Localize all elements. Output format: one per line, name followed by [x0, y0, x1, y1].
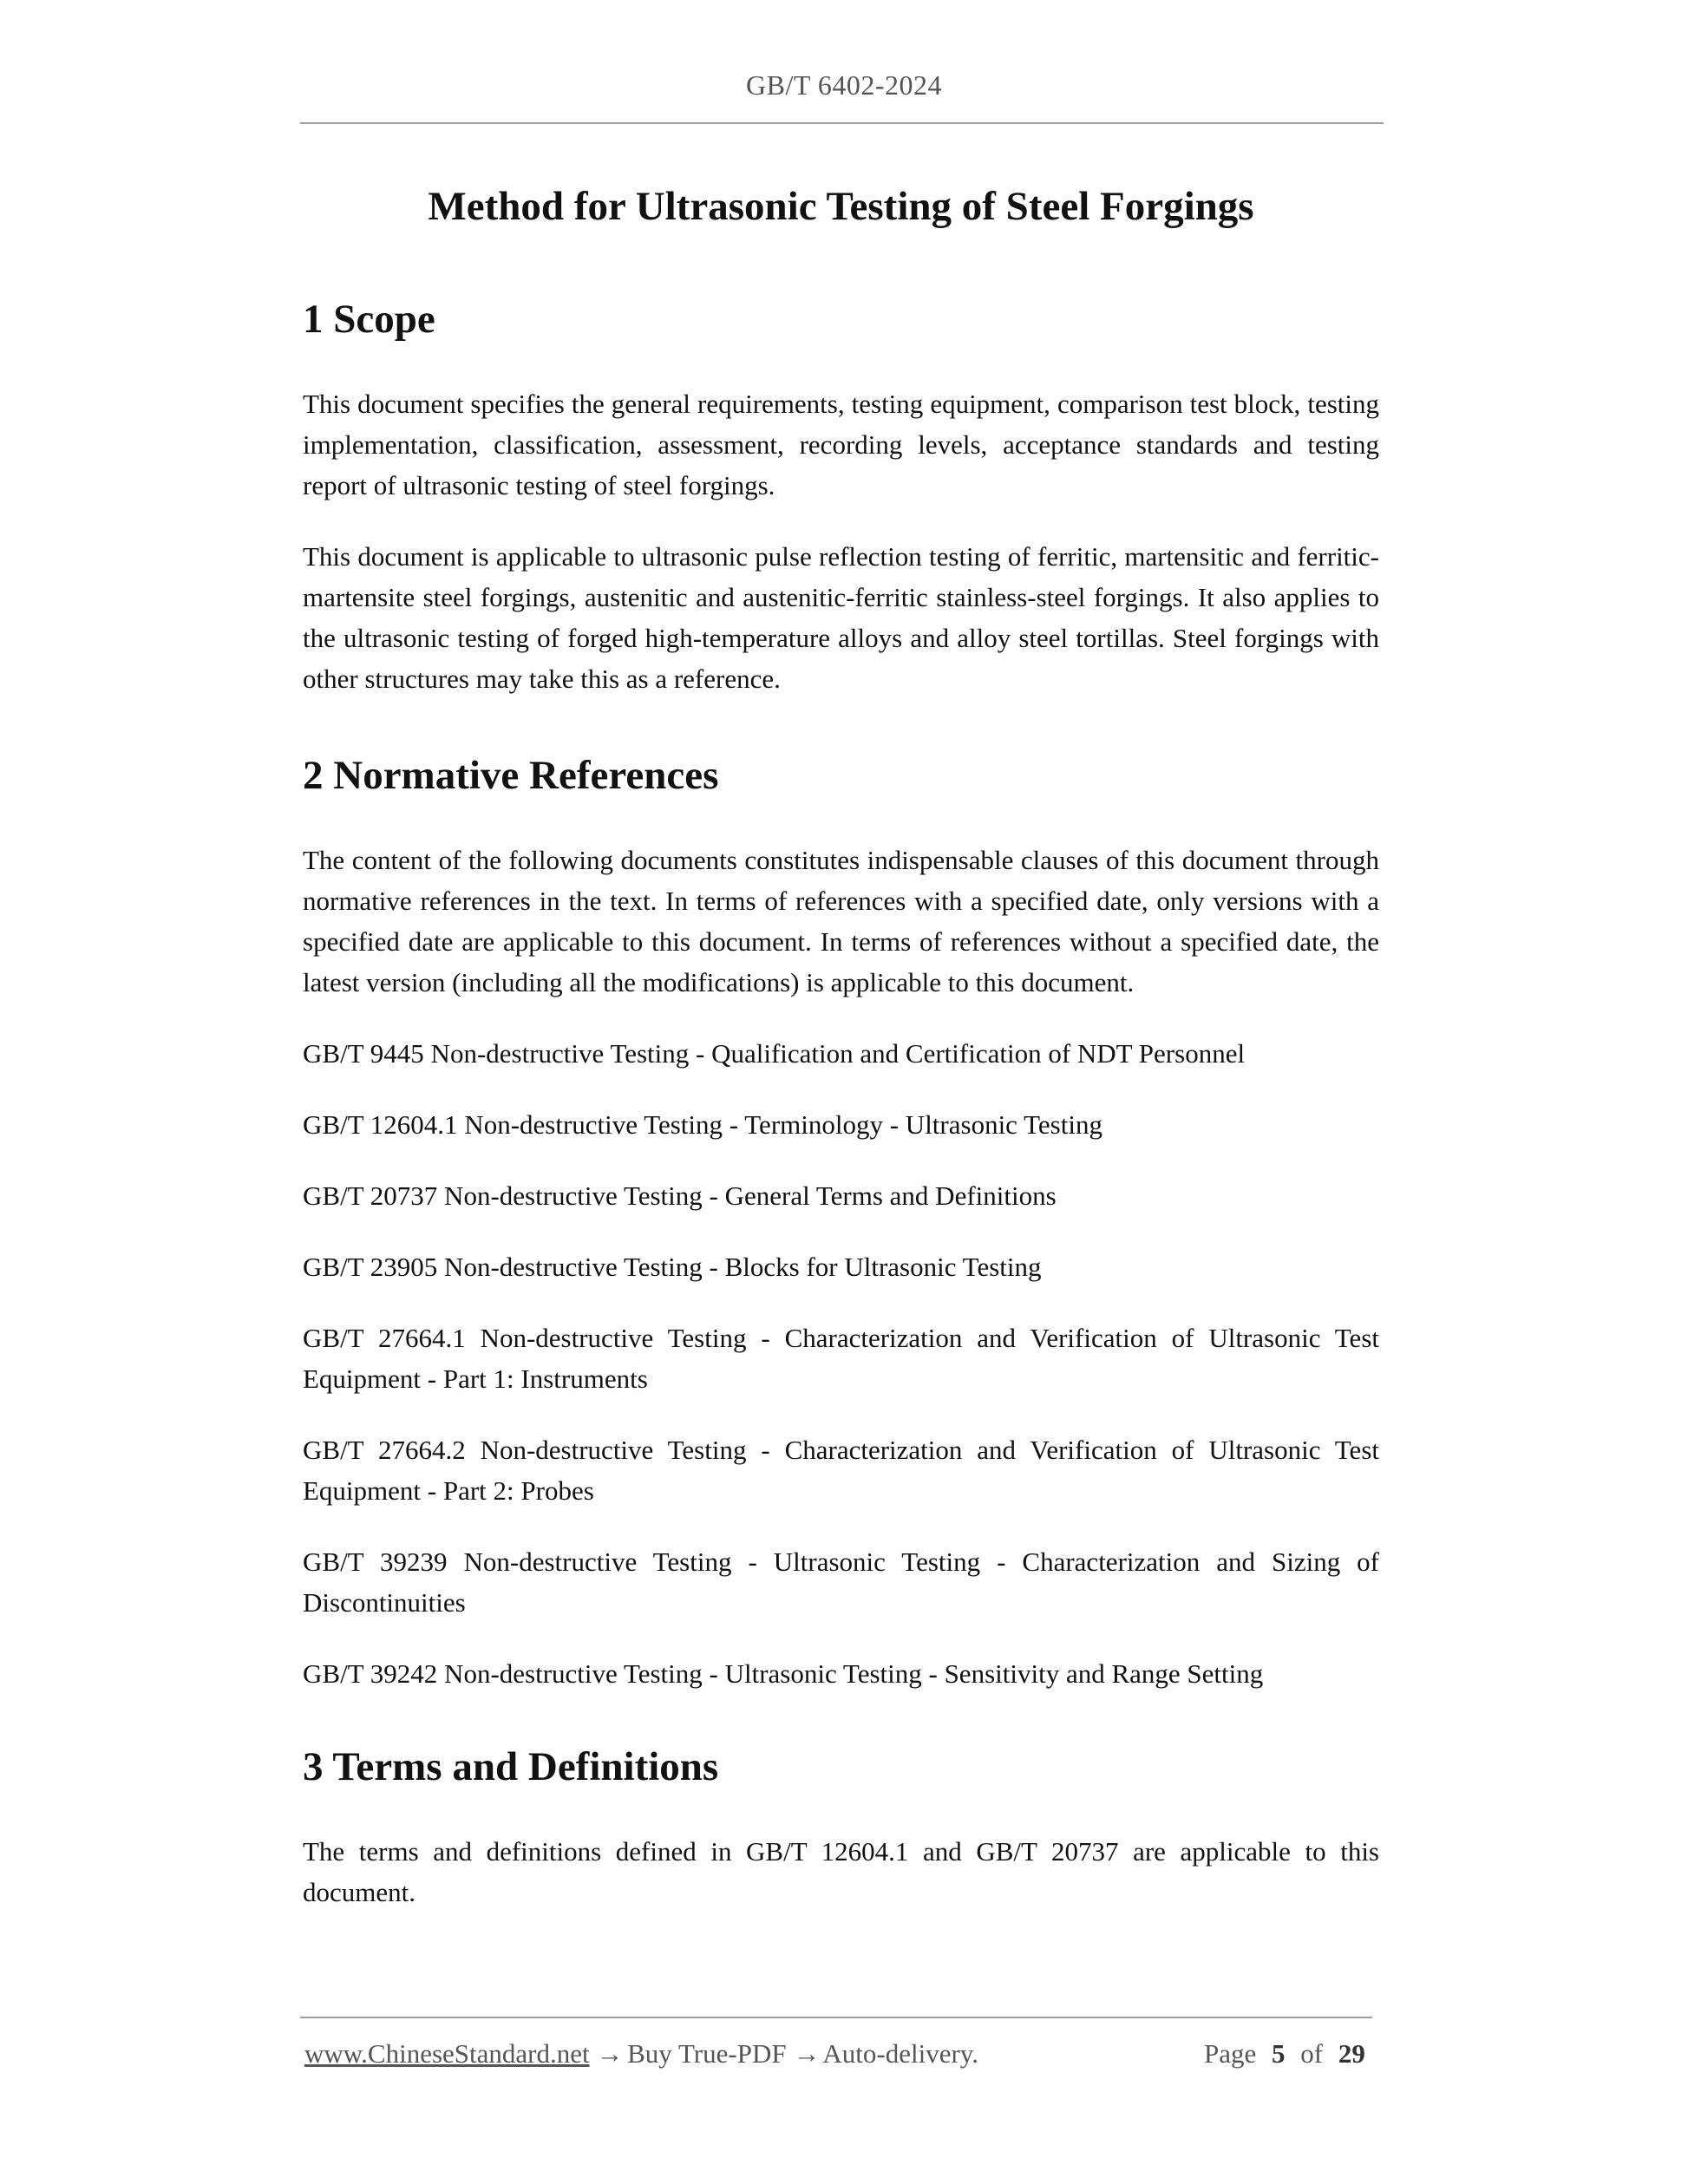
scope-paragraph: This document specifies the general requirements, testing equipment, comparison test block, testing implementation, classification, assessment, recording levels, acceptance standards and testing report of ultrasonic testing of steel forgings.	[303, 389, 1379, 500]
section-body-terms-definitions	[303, 1831, 1379, 1913]
reference-item: GB/T 27664.1 Non-destructive Testing - Characterization and Verification of Ultrasonic Test Equipment - Part 1: Instruments	[303, 1323, 1379, 1394]
section-body-normative-references	[303, 840, 1379, 1694]
section-scope	[303, 293, 1379, 699]
terms-paragraph: The terms and definitions defined in GB/T 12604.1 and GB/T 20737 are applicable to this document.	[303, 1836, 1379, 1907]
website-link[interactable]: www.ChineseStandard.net	[304, 2038, 590, 2069]
reference-item: GB/T 20737 Non-destructive Testing - General Terms and Definitions	[303, 1180, 1057, 1211]
reference-item: GB/T 27664.2 Non-destructive Testing - Characterization and Verification of Ultrasonic Test Equipment - Part 2: Probes	[303, 1435, 1379, 1506]
scope-paragraph: This document is applicable to ultrasonic pulse reflection testing of ferritic, martensitic and ferritic-martensite steel forgings, austenitic and austenitic-ferritic stainless-steel forgings. It also applies to the ultrasonic testing of forged high-temperature alloys and alloy steel tortillas. Steel forgings with other structures may take this as a reference.	[303, 541, 1379, 694]
reference-item: GB/T 39239 Non-destructive Testing - Ultrasonic Testing - Characterization and Sizing of Discontinuities	[303, 1546, 1379, 1618]
footer-divider	[300, 2017, 1372, 2018]
page-indicator	[1204, 2037, 1365, 2071]
total-pages-number: 29	[1338, 2038, 1365, 2069]
section-heading-normative-references: 2 Normative References	[303, 753, 719, 798]
reference-item: GB/T 23905 Non-destructive Testing - Blocks for Ultrasonic Testing	[303, 1252, 1042, 1282]
reference-item: GB/T 12604.1 Non-destructive Testing - Terminology - Ultrasonic Testing	[303, 1109, 1102, 1140]
auto-delivery-text: Auto-delivery.	[822, 2038, 979, 2069]
normative-references-intro: The content of the following documents constitutes indispensable clauses of this document through normative references in the text. In terms of references with a specified date, only versions with a specified date are applicable to this document. In terms of references without a specified date, the latest version (including all the modifications) is applicable to this document.	[303, 845, 1379, 997]
section-heading-scope: 1 Scope	[303, 297, 435, 342]
reference-item: GB/T 39242 Non-destructive Testing - Ultrasonic Testing - Sensitivity and Range Setting	[303, 1658, 1264, 1689]
header-divider	[300, 122, 1384, 124]
document-title: Method for Ultrasonic Testing of Steel Forgings	[428, 184, 1254, 229]
page-content	[303, 180, 1379, 1913]
of-label: of	[1300, 2038, 1324, 2069]
arrow-right-icon: →	[596, 2038, 624, 2069]
page-label: Page	[1204, 2038, 1257, 2069]
section-normative-references	[303, 749, 1379, 1694]
reference-list	[303, 1033, 1379, 1694]
section-heading-terms-definitions: 3 Terms and Definitions	[303, 1744, 719, 1789]
header-standard-code: GB/T 6402-2024	[746, 69, 942, 101]
section-body-scope	[303, 383, 1379, 699]
buy-true-pdf-text: Buy True-PDF	[627, 2038, 787, 2069]
footer-promo	[304, 2037, 978, 2071]
current-page-number: 5	[1272, 2038, 1286, 2069]
arrow-right-icon: →	[793, 2038, 821, 2069]
reference-item: GB/T 9445 Non-destructive Testing - Qualification and Certification of NDT Personnel	[303, 1038, 1246, 1069]
section-terms-definitions	[303, 1741, 1379, 1913]
